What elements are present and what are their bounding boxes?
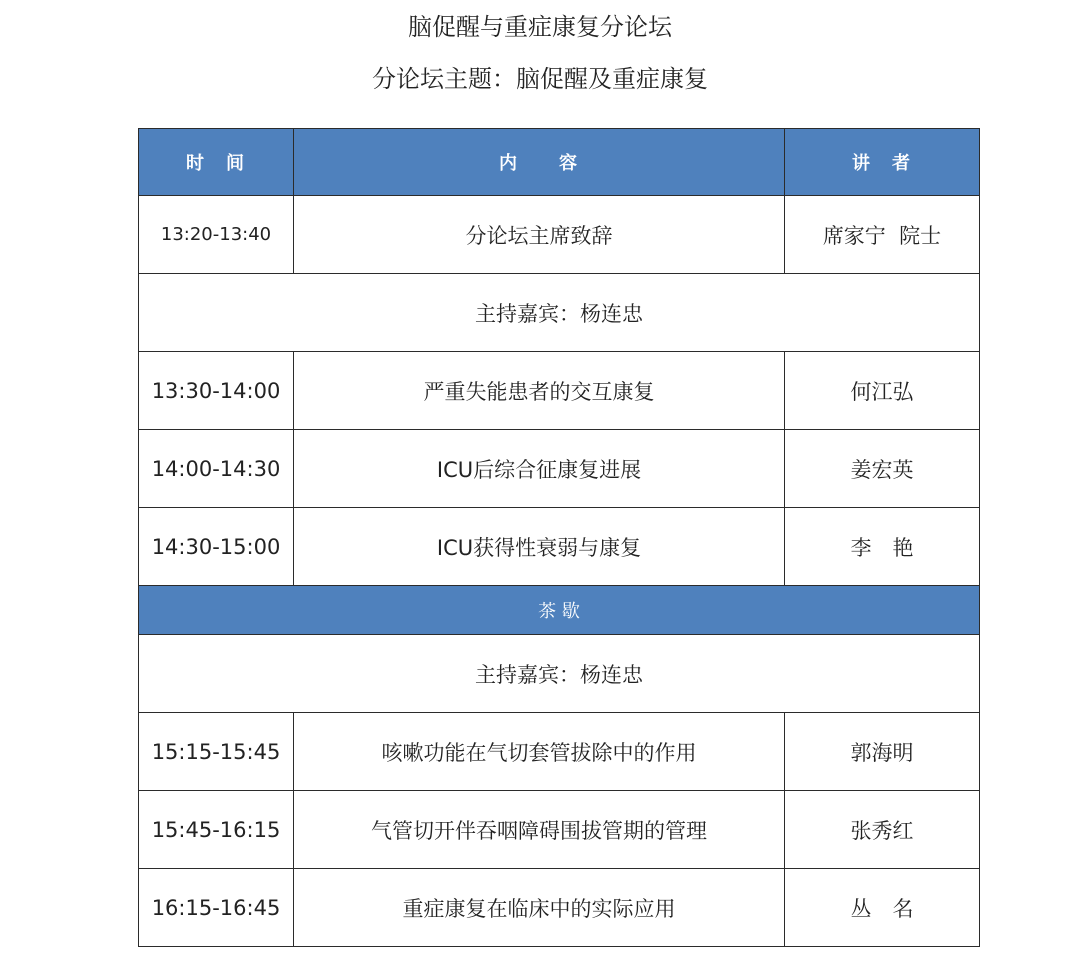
table-header-row xyxy=(139,129,980,196)
table-row xyxy=(139,791,980,869)
content-cell: 气管切开伴吞咽障碍围拔管期的管理 xyxy=(294,791,785,869)
table-row xyxy=(139,430,980,508)
speaker-cell: 张秀红 xyxy=(785,791,980,869)
forum-subtitle: 分论坛主题：脑促醒及重症康复 xyxy=(372,65,708,93)
tea-break-cell: 茶 歇 xyxy=(139,586,980,635)
time-cell: 13:30-14:00 xyxy=(139,352,294,430)
time-cell: 15:45-16:15 xyxy=(139,791,294,869)
schedule-table xyxy=(138,128,980,947)
table-row xyxy=(139,869,980,947)
speaker-cell: 何江弘 xyxy=(785,352,980,430)
host-cell: 主持嘉宾：杨连忠 xyxy=(139,274,980,352)
table-row xyxy=(139,196,980,274)
table-row xyxy=(139,352,980,430)
column-header-content: 内 容 xyxy=(294,129,785,196)
content-cell: ICU获得性衰弱与康复 xyxy=(294,508,785,586)
content-cell: 咳嗽功能在气切套管拔除中的作用 xyxy=(294,713,785,791)
speaker-cell: 郭海明 xyxy=(785,713,980,791)
speaker-cell: 李 艳 xyxy=(785,508,980,586)
table-row xyxy=(139,713,980,791)
content-cell: 重症康复在临床中的实际应用 xyxy=(294,869,785,947)
forum-title: 脑促醒与重症康复分论坛 xyxy=(408,13,672,41)
column-header-time: 时 间 xyxy=(139,129,294,196)
speaker-cell: 席家宁 院士 xyxy=(785,196,980,274)
time-cell: 16:15-16:45 xyxy=(139,869,294,947)
content-cell: 分论坛主席致辞 xyxy=(294,196,785,274)
time-cell: 13:20-13:40 xyxy=(139,196,294,274)
table-row xyxy=(139,508,980,586)
content-cell: 严重失能患者的交互康复 xyxy=(294,352,785,430)
tea-break-row xyxy=(139,586,980,635)
time-cell: 14:30-15:00 xyxy=(139,508,294,586)
time-cell: 15:15-15:45 xyxy=(139,713,294,791)
speaker-cell: 丛 名 xyxy=(785,869,980,947)
host-cell: 主持嘉宾：杨连忠 xyxy=(139,635,980,713)
column-header-speaker: 讲 者 xyxy=(785,129,980,196)
host-row xyxy=(139,274,980,352)
host-row xyxy=(139,635,980,713)
speaker-cell: 姜宏英 xyxy=(785,430,980,508)
content-cell: ICU后综合征康复进展 xyxy=(294,430,785,508)
time-cell: 14:00-14:30 xyxy=(139,430,294,508)
